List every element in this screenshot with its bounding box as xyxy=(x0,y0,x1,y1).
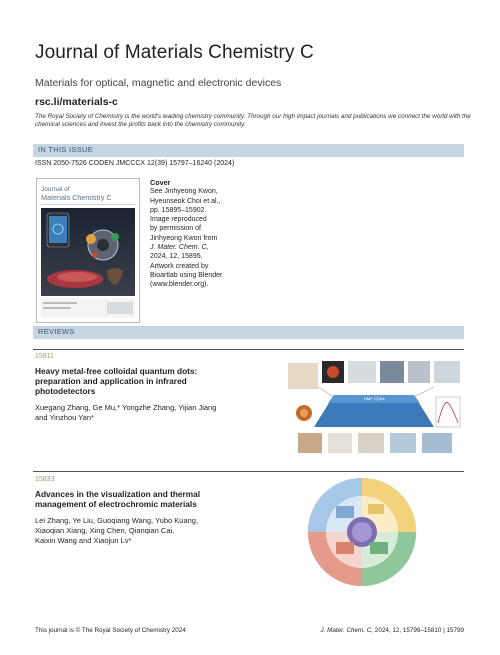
cover-line: Bioartlab using Blender xyxy=(150,271,223,279)
cover-line: by permission of xyxy=(150,225,201,233)
cover-line: See Jinhyeong Kwon, xyxy=(150,188,218,196)
cover-line: Image reproduced xyxy=(150,216,207,224)
cover-line: Artwork created by xyxy=(150,262,209,270)
footer-citation xyxy=(320,627,464,634)
cover-line: J. Mater. Chem. C, xyxy=(150,244,209,252)
article-page-number: 15811 xyxy=(35,353,54,360)
journal-title: Journal of Materials Chemistry C xyxy=(35,42,314,63)
cover-line: (www.blender.org). xyxy=(150,281,209,289)
cover-line: Hyeunseok Choi et al., xyxy=(150,197,221,205)
cover-description xyxy=(150,178,270,290)
article-title-line: Advances in the visualization and thermal xyxy=(35,489,201,499)
journal-url[interactable]: rsc.li/materials-c xyxy=(35,96,118,108)
article-title-line: management of electrochromic materials xyxy=(35,499,197,509)
article-authors xyxy=(35,516,240,545)
cover-line: 2024, 12, 15895. xyxy=(150,253,203,261)
cover-line: pp. 15895–15902. xyxy=(150,206,207,214)
cover-line: Jinhyeong Kwon from xyxy=(150,234,218,242)
article-authors-line: Xuegang Zhang, Ge Mu,* Yongzhe Zhang, Yijian Jiang xyxy=(35,403,217,412)
issn-line: ISSN 2050-7526 CODEN JMCCCX 12(39) 15797–16240 (2024) xyxy=(35,160,235,167)
article-authors xyxy=(35,403,240,423)
quantum-dot-figure xyxy=(284,357,464,462)
article-graphical-abstract[interactable] xyxy=(306,476,418,588)
article-title[interactable] xyxy=(35,366,235,396)
footer-pages: 2024, 12, 15799–15810 | 15799 xyxy=(373,627,464,634)
article-title[interactable] xyxy=(35,489,235,509)
footer-copyright: This journal is © The Royal Society of Chemistry 2024 xyxy=(35,627,186,634)
article-authors-line: Kaixin Wang and Xiaojun Lv* xyxy=(35,535,132,545)
article-authors-line: Lei Zhang, Ye Liu, Guoqiang Wang, Yubo Kuang, xyxy=(35,516,199,525)
reviews-bar xyxy=(33,326,464,339)
article-title-line: preparation and application in infrared xyxy=(35,376,187,386)
divider xyxy=(33,471,464,472)
article-authors-line: Xiaoqian Xiang, Xing Chen, Qianqian Cai, xyxy=(35,525,175,535)
cover-artwork xyxy=(37,179,139,322)
electrochromic-figure xyxy=(306,476,418,588)
article-graphical-abstract[interactable] xyxy=(284,357,464,462)
figure-center-label: HMF CQDs xyxy=(364,396,385,401)
journal-subtitle: Materials for optical, magnetic and electronic devices xyxy=(35,77,282,89)
article-title-line: photodetectors xyxy=(35,386,96,396)
in-this-issue-bar xyxy=(33,144,464,157)
article-authors-line: and Yinzhou Yan* xyxy=(35,412,94,422)
footer-journal: J. Mater. Chem. C, xyxy=(320,627,374,634)
article-title-line: Heavy metal-free colloidal quantum dots: xyxy=(35,366,198,376)
divider xyxy=(33,349,464,350)
in-this-issue-heading: IN THIS ISSUE xyxy=(38,145,94,154)
cover-image[interactable] xyxy=(36,178,140,323)
cover-heading: Cover xyxy=(150,178,171,187)
rsc-description: The Royal Society of Chemistry is the world's leading chemistry community. Through our high impact journals and publications we connect the world with the chemical sciences and invest the profits back into the chemistry community. xyxy=(35,113,471,129)
reviews-heading: REVIEWS xyxy=(38,327,75,336)
cover-title-line1: Journal of xyxy=(41,186,70,193)
cover-title-line2: Materials Chemistry C xyxy=(41,193,112,202)
article-page-number: 15833 xyxy=(35,476,55,483)
